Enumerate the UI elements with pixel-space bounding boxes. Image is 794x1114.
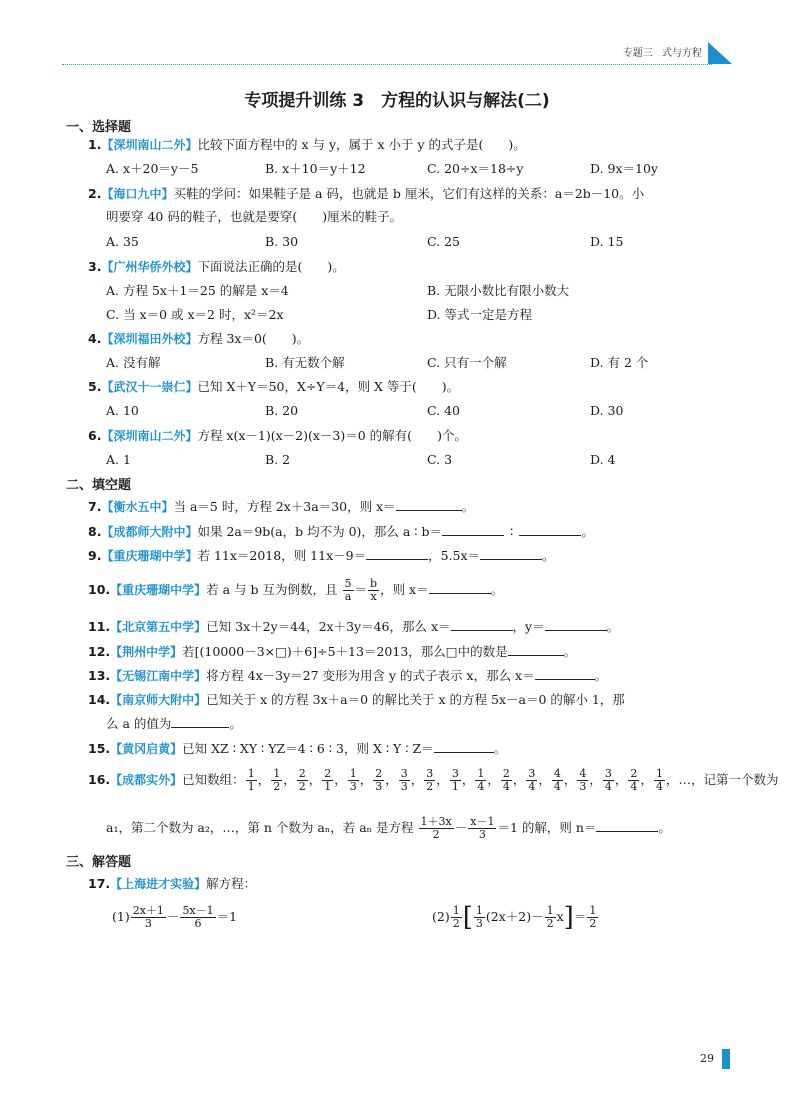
question-number: 6.: [88, 428, 102, 443]
denominator: 3: [375, 780, 383, 793]
sequence-comma: ，: [563, 772, 577, 787]
denominator: 1: [324, 780, 332, 793]
question-2: [88, 185, 644, 203]
option-d[interactable]: D. 15: [590, 234, 624, 249]
answer-blank[interactable]: [429, 581, 491, 594]
sequence-fraction: [552, 768, 563, 793]
denominator: 2: [298, 780, 306, 793]
sequence-fraction: [654, 768, 665, 793]
answer-blank[interactable]: [451, 618, 513, 631]
numerator: 1: [477, 767, 485, 780]
denominator: 2: [273, 780, 281, 793]
sequence-fraction: [577, 768, 588, 793]
period: 。: [594, 668, 608, 683]
source-tag: 【南京师大附中】: [110, 693, 207, 707]
options-q3-row1: [106, 282, 706, 300]
numerator: 2: [324, 767, 332, 780]
fraction: $\frac{b}{x}$: [370, 577, 378, 603]
question-12: [88, 643, 576, 661]
option-b[interactable]: B. 有无数个解: [265, 355, 345, 370]
minus-sign: －: [166, 909, 180, 924]
question-1: [88, 136, 526, 154]
question-text: 解方程：: [206, 876, 257, 891]
options-q2: [106, 233, 706, 251]
answer-blank[interactable]: [366, 547, 428, 560]
numerator: 3: [400, 767, 408, 780]
answer-blank[interactable]: [434, 740, 494, 753]
question-11: [88, 618, 619, 636]
sequence-comma: ，: [512, 772, 526, 787]
sequence-fraction: [322, 768, 333, 793]
sequence-comma: ，: [589, 772, 602, 787]
fraction: $\frac{x-1}{3}$: [470, 815, 495, 841]
part-label: (1): [112, 909, 130, 924]
sequence-comma: ，: [359, 772, 373, 787]
denominator: 1: [247, 780, 255, 793]
question-15: [88, 740, 506, 758]
source-tag: 【黄冈启黄】: [110, 742, 183, 756]
question-text: 若 11x＝2018，则 11x－9＝: [197, 548, 367, 563]
question-text-mid: ，y＝: [512, 619, 545, 634]
option-a[interactable]: A. 方程 5x＋1＝25 的解是 x＝4: [106, 283, 289, 298]
period: 。: [542, 548, 555, 563]
sequence-fraction: [271, 768, 282, 793]
source-tag: 【重庆珊瑚中学】: [110, 583, 207, 597]
sequence-comma: ，: [640, 772, 653, 787]
options-q4: [106, 354, 706, 372]
source-tag: 【深圳福田外校】: [101, 332, 198, 346]
numerator: 2: [502, 767, 510, 780]
question-text: 买鞋的学问：如果鞋子是 a 码，也就是 b 厘米，它们有这样的关系：a＝2b－10。小: [173, 186, 645, 201]
source-tag: 【成都师大附中】: [101, 525, 198, 539]
numerator: 3: [451, 767, 459, 780]
denominator: 4: [528, 780, 536, 793]
option-c[interactable]: C. 20÷x＝18÷y: [427, 161, 524, 176]
source-tag: 【上海进才实验】: [110, 877, 207, 891]
fraction: $\frac{1}{2}$: [546, 904, 554, 930]
sequence-comma: ，: [487, 772, 500, 787]
sequence-comma: ，: [614, 772, 628, 787]
source-tag: 【广州华侨外校】: [101, 260, 198, 274]
sequence-comma: ，: [538, 772, 551, 787]
denominator: 4: [655, 780, 663, 793]
question-text: 么 a 的值为: [106, 716, 172, 731]
option-c[interactable]: C. 25: [427, 234, 460, 249]
sequence-fraction: [475, 768, 486, 793]
page-title: 专项提升训练 3 方程的认识与解法(二): [244, 91, 550, 111]
page-number: 29: [700, 1052, 714, 1065]
question-number: 13.: [88, 668, 111, 683]
numerator: 3: [528, 767, 536, 780]
question-number: 2.: [88, 186, 102, 201]
question-text: 当 a＝5 时，方程 2x＋3a＝30，则 x＝: [173, 499, 396, 514]
option-b[interactable]: B. 20: [265, 403, 299, 418]
part-label: (2): [432, 909, 450, 924]
question-text: 已知 3x＋2y＝44，2x＋3y＝46，那么 x＝: [206, 619, 451, 634]
question-6: [88, 427, 467, 445]
period: 。: [461, 499, 475, 514]
numerator: 3: [426, 767, 434, 780]
question-13: [88, 667, 607, 685]
sequence-fraction: [246, 768, 257, 793]
sequence-fraction: [526, 768, 537, 793]
fraction: $\frac{2x+1}{3}$: [132, 904, 164, 930]
option-b[interactable]: B. x＋10＝y＋12: [265, 161, 366, 176]
section-heading-solve: 三、解答题: [66, 855, 132, 870]
source-tag: 【成都实外】: [110, 773, 183, 787]
sequence-fraction: [424, 768, 435, 793]
numerator: 3: [604, 767, 612, 780]
question-number: 4.: [88, 331, 102, 346]
question-5: [88, 378, 459, 396]
numerator: 4: [579, 767, 587, 780]
answer-blank[interactable]: [596, 819, 658, 832]
answer-blank[interactable]: [519, 523, 581, 536]
question-number: 3.: [88, 259, 102, 274]
sequence-fraction: [628, 768, 639, 793]
question-number: 7.: [88, 499, 102, 514]
numerator: 2: [630, 767, 638, 780]
right-bracket: ]: [563, 902, 574, 933]
denominator: 3: [579, 780, 587, 793]
period: 。: [229, 716, 242, 731]
section-heading-fill: 二、填空题: [66, 478, 132, 493]
chapter-label: 专题三: [622, 48, 653, 59]
option-a[interactable]: A. x＋20＝y－5: [106, 161, 199, 176]
options-q1: [106, 160, 706, 178]
ratio-colon: ∶: [510, 524, 514, 539]
source-tag: 【衡水五中】: [101, 500, 174, 514]
question-number: 16.: [88, 772, 111, 787]
answer-blank[interactable]: [535, 667, 595, 680]
fraction-sequence: [245, 767, 666, 793]
denominator: 4: [604, 780, 612, 793]
denominator: 2: [426, 780, 434, 793]
fraction: $\frac{5x-1}{6}$: [182, 904, 214, 930]
question-number: 11.: [88, 619, 111, 634]
denominator: 1: [451, 780, 459, 793]
fraction: $\frac{1+3x}{2}$: [420, 815, 452, 841]
question-7: [88, 498, 474, 516]
sequence-fraction: [348, 768, 359, 793]
sequence-fraction: [603, 768, 614, 793]
question-text: 方程 3x＝0( )。: [197, 331, 310, 346]
sequence-comma: ，: [436, 772, 449, 787]
option-c[interactable]: C. 3: [427, 452, 453, 467]
header-label: [617, 44, 702, 59]
option-c[interactable]: C. 40: [427, 403, 460, 418]
question-3: [88, 258, 345, 276]
option-d[interactable]: D. 有 2 个: [590, 355, 649, 370]
source-tag: 【重庆珊瑚中学】: [101, 549, 198, 563]
period: 。: [606, 619, 620, 634]
denominator: 3: [400, 780, 408, 793]
fraction: $\frac{1}{3}$: [475, 904, 483, 930]
equation-rhs: ＝1: [216, 909, 238, 924]
question-number: 17.: [88, 876, 111, 891]
answer-blank[interactable]: [171, 715, 229, 728]
numerator: 1: [349, 767, 357, 780]
topic-label: 式与方程: [662, 48, 702, 59]
corner-triangle-icon: [708, 42, 732, 64]
source-tag: 【深圳南山二外】: [101, 138, 198, 152]
question-number: 12.: [88, 644, 111, 659]
section-heading-choice: 一、选择题: [66, 120, 132, 135]
question-text-after: ，…，记第一个数为: [665, 772, 779, 787]
fraction: $\frac{5}{a}$: [344, 577, 352, 603]
question-text: 下面说法正确的是( )。: [197, 259, 345, 274]
source-tag: 【武汉十一崇仁】: [101, 380, 198, 394]
question-number: 10.: [88, 582, 111, 597]
equation-part-2: [432, 902, 599, 933]
denominator: 4: [502, 780, 510, 793]
denominator: 4: [553, 780, 561, 793]
sequence-fraction: [399, 768, 410, 793]
sequence-fraction: [450, 768, 461, 793]
source-tag: 【无锡江南中学】: [110, 669, 207, 683]
question-text: 已知 X＋Y＝50，X÷Y＝4，则 X 等于( )。: [197, 379, 460, 394]
equation-middle: (2x＋2)－: [485, 909, 544, 924]
option-a[interactable]: A. 没有解: [106, 355, 161, 370]
question-text: ＝1 的解，则 n＝: [497, 820, 597, 835]
option-d[interactable]: D. 9x＝10y: [590, 161, 658, 176]
question-14-continued: [106, 715, 242, 733]
fraction: $\frac{1}{2}$: [589, 904, 597, 930]
denominator: 4: [477, 780, 485, 793]
question-text: 已知数组：: [182, 772, 245, 787]
option-d[interactable]: D. 等式一定是方程: [427, 307, 533, 322]
question-10: [88, 578, 503, 603]
period: 。: [490, 582, 504, 597]
numerator: 4: [553, 767, 561, 780]
source-tag: 【深圳南山二外】: [101, 429, 198, 443]
sequence-fraction: [501, 768, 512, 793]
equals-sign: ＝: [354, 582, 368, 597]
numerator: 1: [655, 767, 663, 780]
question-text: 方程 x(x－1)(x－2)(x－3)＝0 的解有( )个。: [197, 428, 467, 443]
sequence-comma: ，: [257, 772, 271, 787]
question-4: [88, 330, 309, 348]
question-number: 9.: [88, 548, 102, 563]
question-9: [88, 547, 555, 565]
options-q6: [106, 451, 706, 469]
period: 。: [658, 820, 671, 835]
question-8: [88, 523, 594, 541]
variable-x: x: [556, 909, 564, 924]
question-16: [88, 768, 778, 793]
source-tag: 【北京第五中学】: [110, 620, 207, 634]
sequence-comma: ，: [385, 772, 398, 787]
page-marker-bar: [722, 1049, 730, 1069]
answer-blank[interactable]: [442, 523, 504, 536]
fraction: $\frac{1}{2}$: [452, 904, 460, 930]
answer-blank[interactable]: [508, 643, 564, 656]
option-c[interactable]: C. 只有一个解: [427, 355, 507, 370]
period: 。: [581, 524, 594, 539]
left-bracket: [: [462, 902, 473, 933]
answer-blank[interactable]: [480, 547, 542, 560]
numerator: 1: [273, 767, 281, 780]
header-rule: [62, 64, 712, 65]
numerator: 1: [247, 767, 255, 780]
question-number: 5.: [88, 379, 102, 394]
question-17: [88, 875, 256, 893]
option-a[interactable]: A. 35: [106, 234, 139, 249]
question-text: 已知 XZ ∶ XY ∶ YZ＝4 ∶ 6 ∶ 3，则 X ∶ Y ∶ Z＝: [182, 741, 434, 756]
denominator: 3: [349, 780, 357, 793]
answer-blank[interactable]: [396, 498, 462, 511]
option-b[interactable]: B. 无限小数比有限小数大: [427, 283, 570, 298]
question-number: 14.: [88, 692, 111, 707]
period: 。: [493, 741, 507, 756]
question-number: 8.: [88, 524, 102, 539]
question-16-continued: [106, 816, 671, 841]
sequence-comma: ，: [283, 772, 296, 787]
source-tag: 【荆州中学】: [110, 645, 183, 659]
option-d[interactable]: D. 30: [590, 403, 624, 418]
question-text-mid: ，则 x＝: [380, 582, 429, 597]
source-tag: 【海口九中】: [101, 187, 174, 201]
numerator: 2: [298, 767, 306, 780]
option-a[interactable]: A. 1: [106, 452, 131, 467]
question-text: 如果 2a＝9b(a，b 均不为 0)，那么 a ∶ b＝: [197, 524, 443, 539]
question-number: 1.: [88, 137, 102, 152]
minus-sign: －: [454, 820, 468, 835]
sequence-comma: ，: [308, 772, 322, 787]
sequence-comma: ，: [410, 772, 424, 787]
question-14: [88, 691, 625, 709]
sequence-fraction: [373, 768, 384, 793]
option-a[interactable]: A. 10: [106, 403, 139, 418]
sequence-comma: ，: [334, 772, 347, 787]
numerator: 2: [375, 767, 383, 780]
period: 。: [563, 644, 577, 659]
sequence-fraction: [297, 768, 308, 793]
question-text: a₁，第二个数为 a₂，…，第 n 个数为 aₙ，若 aₙ 是方程: [106, 820, 414, 835]
options-q3-row2: [106, 306, 706, 324]
equals-sign: ＝: [573, 909, 587, 924]
option-b[interactable]: B. 2: [265, 452, 291, 467]
option-b[interactable]: B. 30: [265, 234, 299, 249]
option-d[interactable]: D. 4: [590, 452, 616, 467]
question-text: 将方程 4x－3y＝27 变形为用含 y 的式子表示 x，那么 x＝: [206, 668, 535, 683]
question-text: 比较下面方程中的 x 与 y，属于 x 小于 y 的式子是( )。: [197, 137, 526, 152]
options-q5: [106, 402, 706, 420]
question-text: 已知关于 x 的方程 3x＋a＝0 的解比关于 x 的方程 5x－a＝0 的解小 1，那: [206, 692, 625, 707]
answer-blank[interactable]: [545, 618, 607, 631]
question-text-mid: ，5.5x＝: [428, 548, 481, 563]
question-text: 若[(10000－3×□)＋6]÷5＋13＝2013，那么□中的数是: [182, 644, 508, 659]
sequence-comma: ，: [461, 772, 475, 787]
question-text: 若 a 与 b 互为倒数，且: [206, 582, 338, 597]
denominator: 4: [630, 780, 638, 793]
question-number: 15.: [88, 741, 111, 756]
option-c[interactable]: C. 当 x＝0 或 x＝2 时，x²＝2x: [106, 307, 284, 322]
question-2-continued: 明要穿 40 码的鞋子，也就是要穿( )厘米的鞋子。: [106, 209, 403, 224]
equation-part-1: [112, 904, 237, 930]
